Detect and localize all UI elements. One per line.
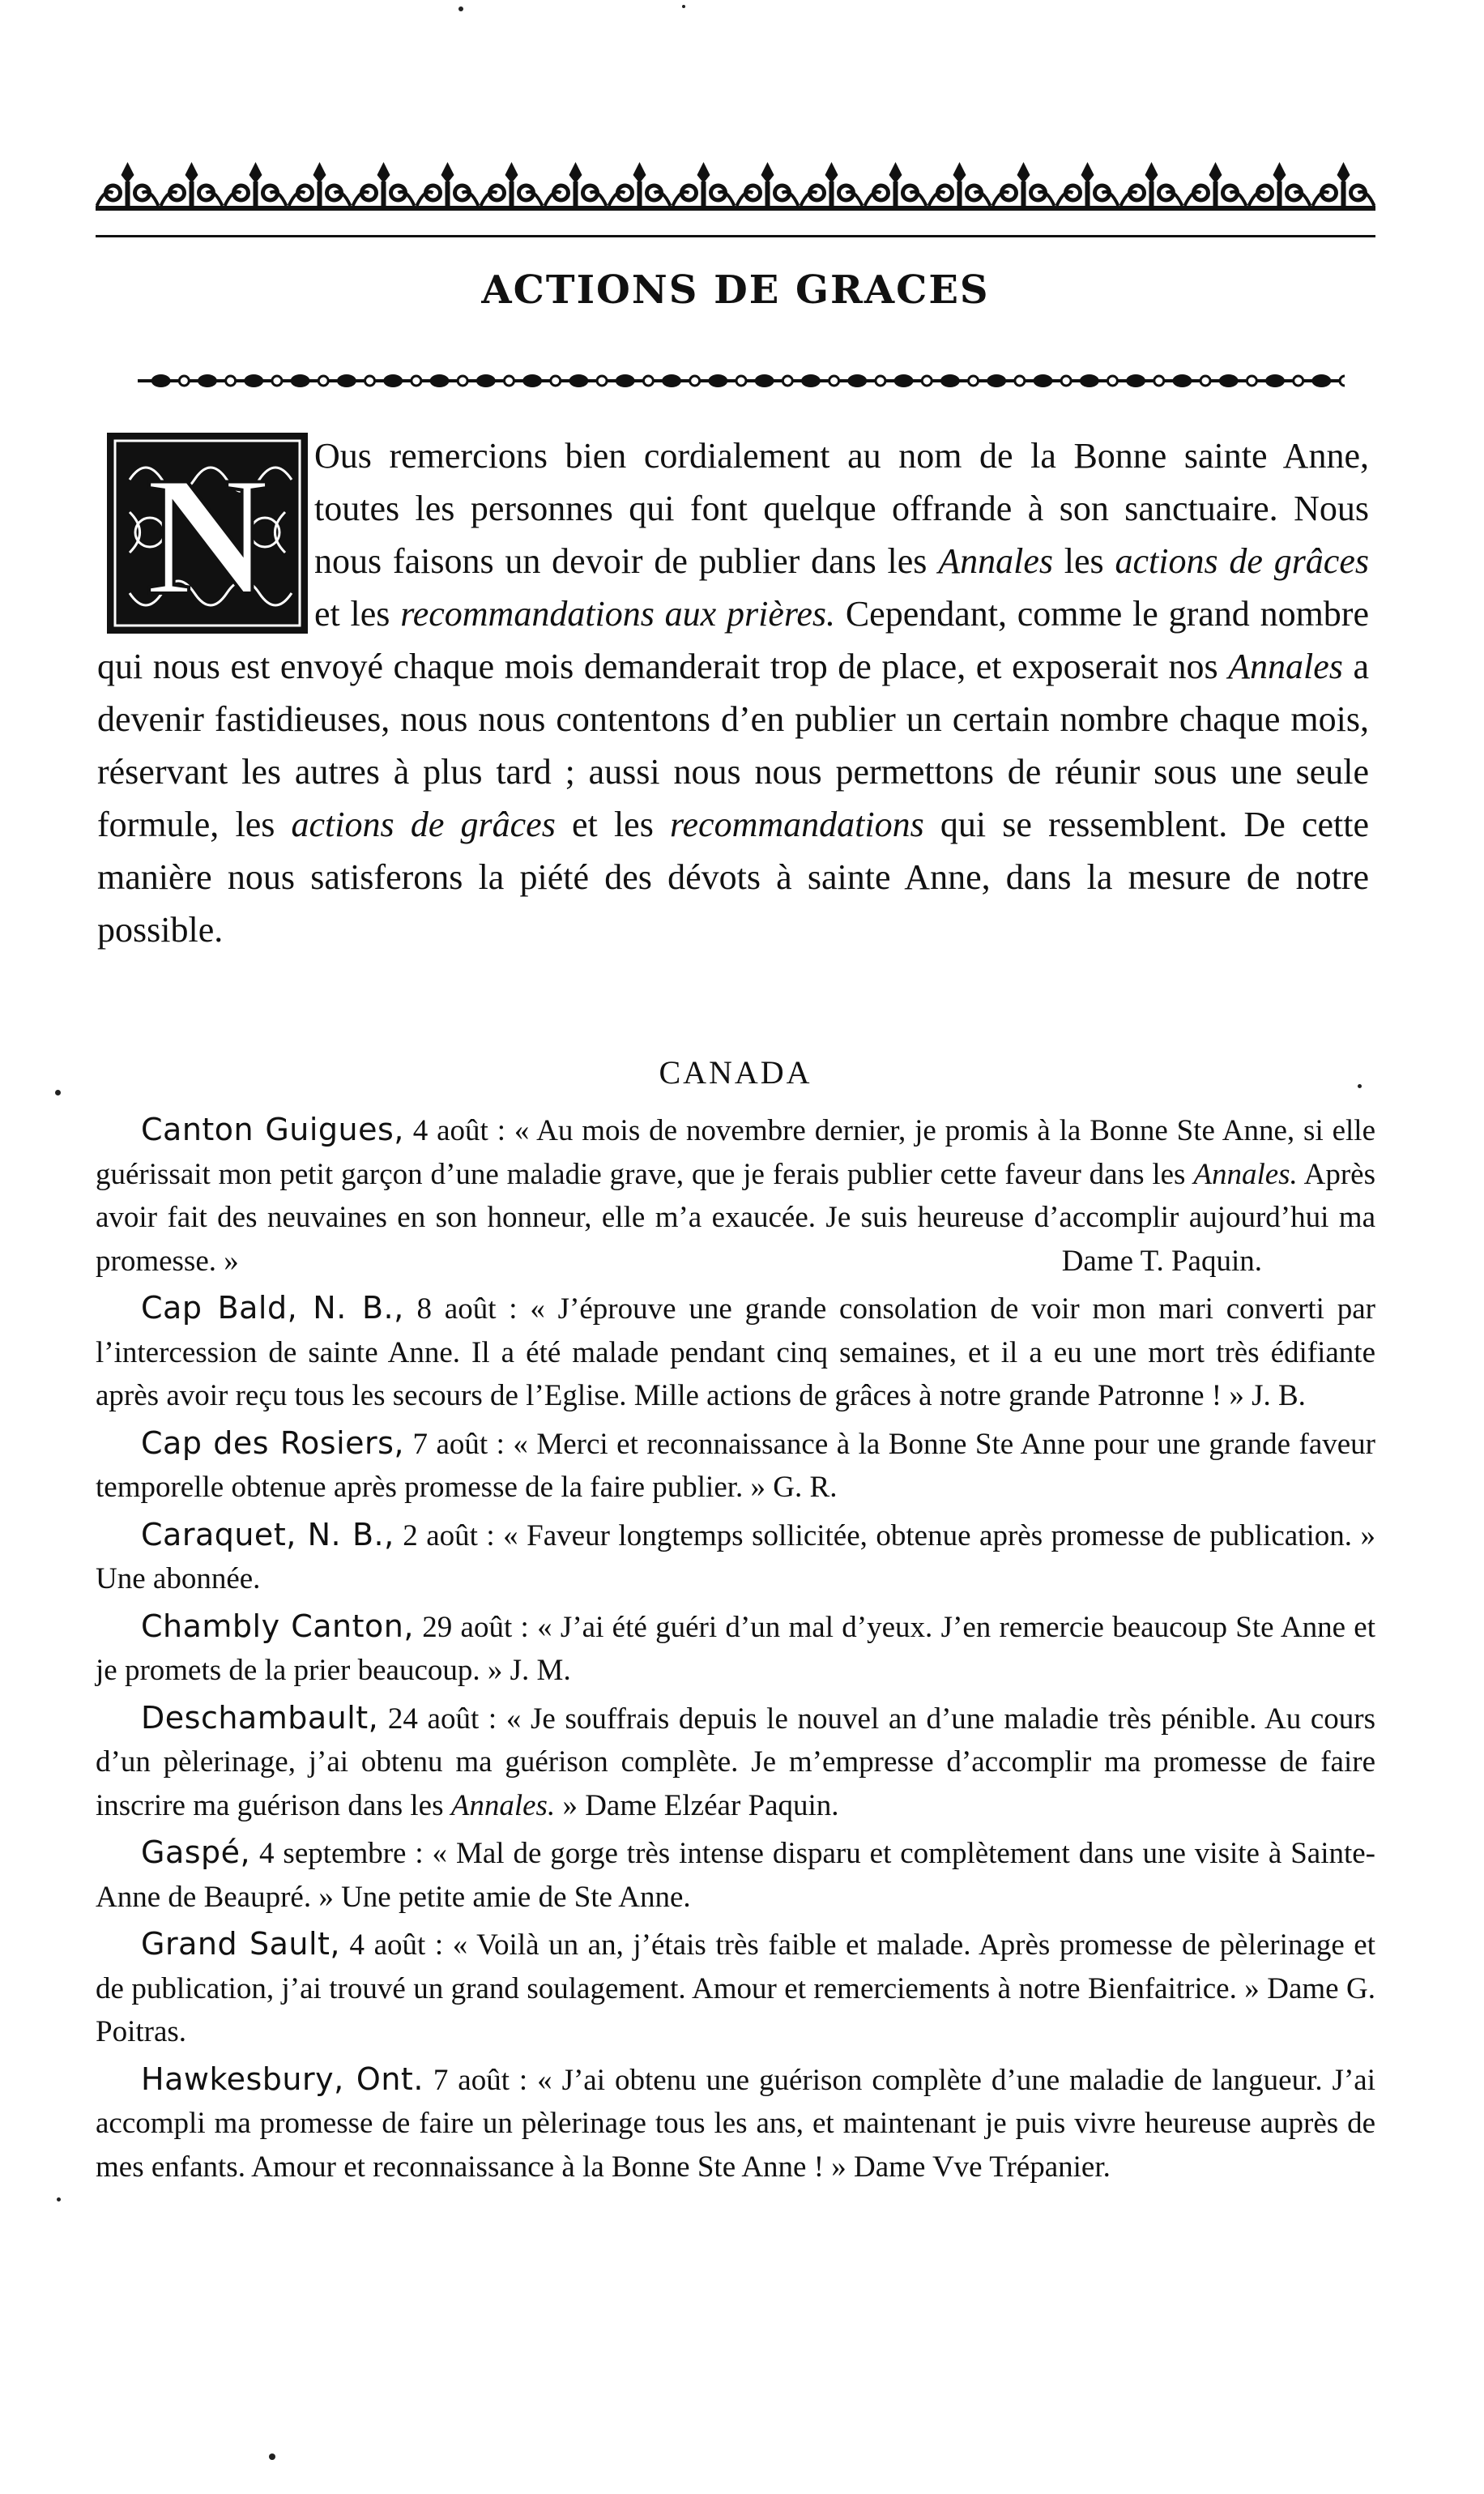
entry [96,1287,1375,1418]
scan-speck [55,1090,61,1095]
ornament-motif [801,162,863,206]
page-title: ACTIONS DE GRACES [481,267,990,313]
ornament-motif [1185,162,1247,206]
chain-ring [412,376,421,386]
ornament-motif [545,162,607,206]
entry-place: Cap Bald, N. B., [141,1290,404,1326]
intro-text-2: les [1053,541,1115,581]
chain-ring [551,376,561,386]
intro-italic-1: Annales [938,541,1053,581]
ornamental-divider [138,369,1345,393]
chain-ring [458,376,467,386]
intro-text-6: et les [555,805,671,844]
chain-link [430,374,450,387]
chain-link [1080,374,1099,387]
chain-ring [643,376,653,386]
chain-ring [504,376,514,386]
entry [96,1422,1375,1510]
chain-ring [690,376,700,386]
scan-speck [57,2197,61,2201]
ornament-motif [225,162,287,206]
chain-link [522,374,542,387]
intro-italic-5: actions de grâces [291,805,556,844]
ornament-motif [929,162,991,206]
ornament-motif [673,162,735,206]
entries-list [96,1108,1375,2193]
scan-speck [458,6,463,11]
entry [96,2058,1375,2189]
chain-link [616,374,635,387]
ornamental-border-top [96,159,1375,224]
chain-link [1265,374,1285,387]
chain-link [847,374,867,387]
ornament-motif [1249,162,1311,206]
intro-text-3: et les [314,594,401,634]
chain-link [1311,374,1331,387]
drop-cap-letter: N [146,442,269,630]
entry-place: Cap des Rosiers, [141,1424,405,1461]
entry [96,1514,1375,1601]
entry [96,1697,1375,1828]
chain-ring [226,376,236,386]
chain-ring [969,376,979,386]
intro-text-7: qui se ressemblent. De cette manière nous satisferons la piété des dévots à sainte Anne, dans la mesure de notre possible. [97,805,1369,950]
entry-text: 4 août : « Au mois de novembre dernier, je promis à la Bonne Ste Anne, si elle guérissait mon petit garçon d’une maladie grave, que je ferais publier cette faveur dans les [96,1114,1375,1191]
entry-text: Après avoir fait des neuvaines en son honneur, elle m’a exaucée. Je suis heureuse d’accomplir aujourd’hui ma promesse. » [96,1157,1375,1278]
chain-link [244,374,263,387]
ornament-motif [609,162,671,206]
ornament-motif [1121,162,1183,206]
chain-link [337,374,356,387]
intro-paragraph [97,429,1369,956]
chain-link [198,374,217,387]
ornament-motif [993,162,1055,206]
intro-text-4: Cependant, comme le grand nombre qui nous est envoyé chaque mois demanderait trop de place, et exposerait nos [97,594,1369,686]
ornament-motif [353,162,415,206]
entry [96,1605,1375,1693]
entry-text: 4 août : « Voilà un an, j’étais très faible et malade. Après promesse de pèlerinage et de publication, j’ai trouvé un grand soulagement. Amour et remerciements à notre Bienfaitrice. » Dame G. Poitras. [96,1928,1375,2048]
chain-ring [783,376,792,386]
ornament-motif [481,162,543,206]
entry-place: Gaspé, [141,1834,251,1870]
ornament-motif [289,162,351,206]
chain-link [662,374,681,387]
chain-link [1219,374,1239,387]
intro-italic-2: actions de grâces [1115,541,1369,581]
chain-link [569,374,588,387]
intro-text-1: Ous remercions bien cordialement au nom de la Bonne sainte Anne, toutes les personnes qui font quelque offrande à son sanctuaire. Nous nous faisons un devoir de publier dans les [314,436,1369,581]
chain-ring [1200,376,1210,386]
chain-link [476,374,496,387]
chain-link [1126,374,1145,387]
chain-ring [1015,376,1025,386]
ornament-motif [737,162,799,206]
ornament-motif [1313,162,1375,206]
intro-italic-6: recommandations [670,805,924,844]
intro-italic-3: recommandations aux prières. [400,594,836,634]
chain-link [151,374,171,387]
chain-ring [318,376,328,386]
entry-place: Hawkesbury, Ont. [141,2061,424,2097]
entry-place: Canton Guigues, [141,1112,404,1147]
chain-link [940,374,960,387]
chain-link [708,374,727,387]
chain-link [801,374,821,387]
ornament-motif [1057,162,1119,206]
chain-ring [272,376,282,386]
scan-speck [682,5,685,8]
entry [96,1108,1375,1283]
chain-link [987,374,1006,387]
chain-ring [1154,376,1164,386]
chain-ring [736,376,746,386]
entry-italic: Annales. [450,1788,556,1822]
scan-speck [269,2453,275,2460]
chain-ring [1107,376,1117,386]
ornament-motif [865,162,927,206]
chain-link [755,374,774,387]
scan-speck [1358,1084,1362,1088]
chain-ring [1061,376,1071,386]
intro-text-5: a devenir fastidieuses, nous nous contentons d’en publier un certain nombre chaque mois, réservant les autres à plus tard ; aussi nous nous permettons de réunir sous une seule formule, les [97,647,1370,844]
entry-place: Deschambault, [141,1699,379,1736]
chain-ring [1340,376,1345,386]
entry-place: Grand Sault, [141,1926,340,1962]
entry-place: Chambly Canton, [141,1608,414,1644]
entry [96,1923,1375,2054]
chain-ring [1247,376,1256,386]
chain-ring [829,376,839,386]
chain-ring [365,376,375,386]
header-rule [96,235,1375,237]
entry-text: 7 août : « Merci et reconnaissance à la Bonne Ste Anne pour une grande faveur temporelle obtenue après promesse de la faire publier. » G. R. [96,1427,1375,1504]
ornament-motif [97,162,159,206]
entry-text: 8 août : « J’éprouve une grande consolation de voir mon mari converti par l’intercession de sainte Anne. Il a été malade pendant cinq semaines, et il a eu une mort très édifiante après avoir reçu tous les secours de l’Eglise. Mille actions de grâces à notre grande Patronne ! » J. B. [96,1292,1375,1412]
intro-italic-4: Annales [1228,647,1343,686]
chain-link [1172,374,1192,387]
chain-link [894,374,914,387]
entry-text: 2 août : « Faveur longtemps sollicitée, obtenue après promesse de publication. » Une abonnée. [96,1518,1375,1595]
chain-ring [179,376,189,386]
entry-signature: Dame T. Paquin. [1061,1244,1262,1278]
entry-text: 24 août : « Je souffrais depuis le nouvel an d’une maladie très pénible. Au cours d’un pèlerinage, j’ai obtenu ma guérison complète. Je m’empresse d’accomplir ma promesse de faire inscrire ma guérison dans les [96,1702,1375,1822]
entry-text: 7 août : « J’ai obtenu une guérison complète d’une maladie de langueur. J’ai accompli ma promesse de faire un pèlerinage tous les ans, et maintenant je puis vivre heureuse auprès de mes enfants. Amour et reconnaissance à la Bonne Ste Anne ! » Dame Vve Trépanier. [96,2063,1375,2184]
entry-text: » Dame Elzéar Paquin. [555,1788,839,1822]
ornament-motif [417,162,479,206]
chain-link [291,374,310,387]
section-heading: CANADA [659,1054,812,1091]
chain-link [383,374,403,387]
chain-ring [876,376,885,386]
chain-ring [922,376,932,386]
entry-text: 4 septembre : « Mal de gorge très intense disparu et complètement dans une visite à Sainte-Anne de Beaupré. » Une petite amie de Ste Anne. [96,1837,1375,1914]
entry [96,1831,1375,1919]
chain-ring [597,376,607,386]
ornament-motif [161,162,223,206]
chain-link [1034,374,1053,387]
entry-place: Caraquet, N. B., [141,1516,394,1552]
chain-ring [1294,376,1303,386]
entry-text: 29 août : « J’ai été guéri d’un mal d’yeux. J’en remercie beaucoup Ste Anne et je promets de la prier beaucoup. » J. M. [96,1610,1375,1687]
entry-italic: Annales. [1193,1157,1298,1191]
